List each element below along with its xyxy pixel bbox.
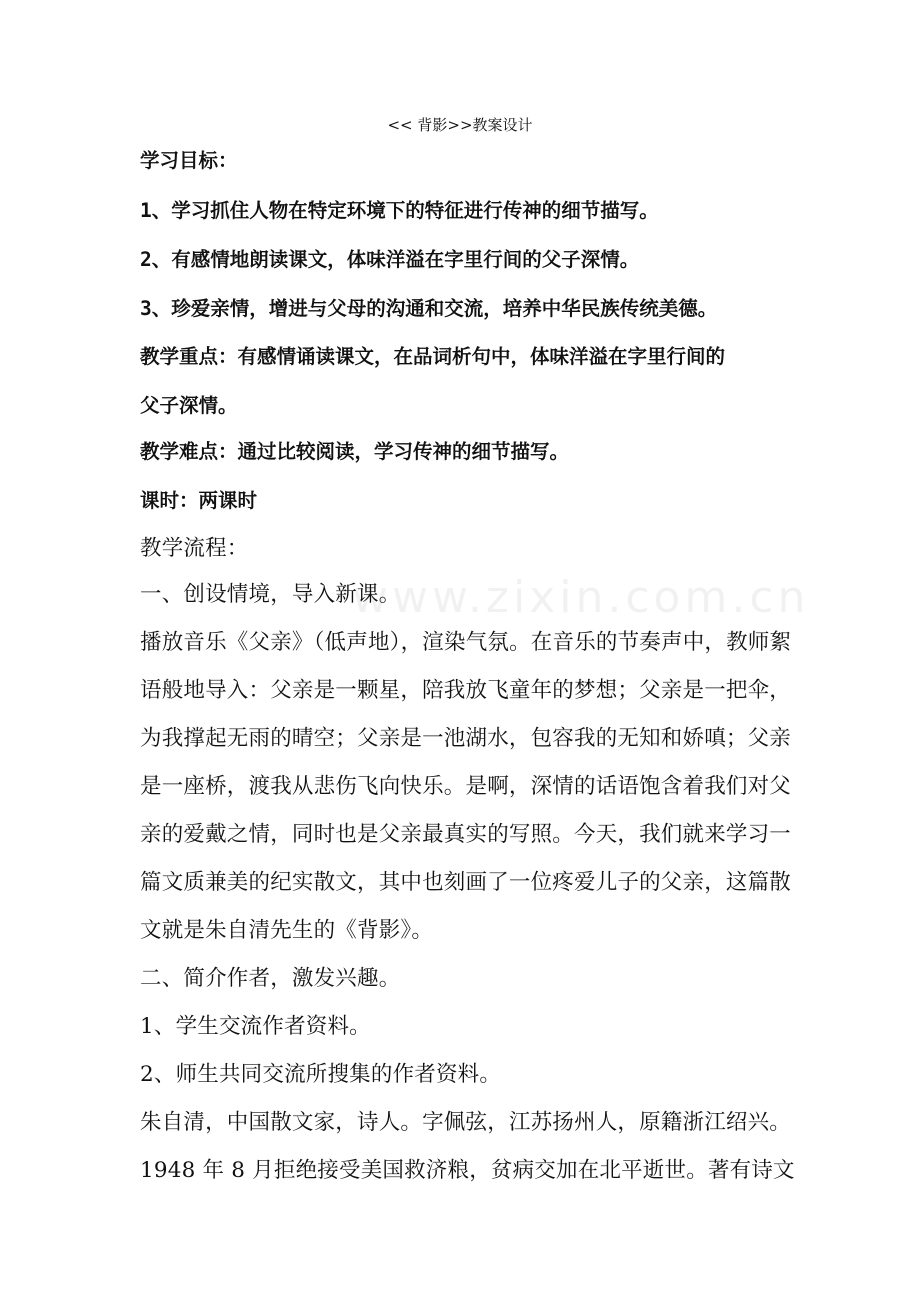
paragraph-line: 亲的爱戴之情，同时也是父亲最真实的写照。今天，我们就来学习一 (140, 822, 792, 847)
teaching-key-points: 教学重点：有感情诵读课文，在品词析句中，体味洋溢在字里行间的 (140, 345, 726, 368)
paragraph-line: 语般地导入：父亲是一颗星，陪我放飞童年的梦想；父亲是一把伞， (140, 678, 792, 703)
document-title: << 背影>>教案设计 (387, 116, 533, 134)
paragraph-line: 为我撑起无雨的晴空；父亲是一池湖水，包容我的无知和娇嗔；父亲 (140, 726, 792, 751)
author-bio-line: 1948 年 8 月拒绝接受美国救济粮，贫病交加在北平逝世。著有诗文 (140, 1158, 795, 1183)
section-1-heading: 一、创设情境，导入新课。 (140, 582, 401, 607)
teaching-process-heading: 教学流程： (140, 536, 249, 561)
watermark: www.zixin.com.cn (352, 572, 810, 623)
paragraph-line: 播放音乐《父亲》（低声地），渲染气氛。在音乐的节奏声中，教师絮 (140, 630, 792, 655)
section-2-heading: 二、简介作者，激发兴趣。 (140, 966, 401, 991)
goal-item-1: 1、学习抓住人物在特定环境下的特征进行传神的细节描写。 (140, 199, 659, 222)
goal-item-2: 2、有感情地朗读课文，体味洋溢在字里行间的父子深情。 (140, 248, 640, 271)
author-bio-line: 朱自清，中国散文家，诗人。字佩弦，江苏扬州人，原籍浙江绍兴。 (140, 1110, 792, 1135)
section-2-item-2: 2、师生共同交流所搜集的作者资料。 (140, 1062, 502, 1087)
paragraph-line: 篇文质兼美的纪实散文，其中也刻画了一位疼爱儿子的父亲，这篇散 (140, 870, 792, 895)
heading-learning-goals: 学习目标： (140, 149, 238, 172)
paragraph-line: 文就是朱自清先生的《背影》。 (140, 918, 434, 943)
teaching-difficulties: 教学难点：通过比较阅读，学习传神的细节描写。 (140, 440, 570, 463)
paragraph-line: 是一座桥，渡我从悲伤飞向快乐。是啊，深情的话语饱含着我们对父 (140, 774, 792, 799)
section-2-item-1: 1、学生交流作者资料。 (140, 1014, 371, 1039)
teaching-key-points-cont: 父子深情。 (140, 394, 238, 417)
goal-item-3: 3、珍爱亲情，增进与父母的沟通和交流，培养中华民族传统美德。 (140, 297, 718, 320)
class-hours: 课时：两课时 (140, 489, 258, 512)
